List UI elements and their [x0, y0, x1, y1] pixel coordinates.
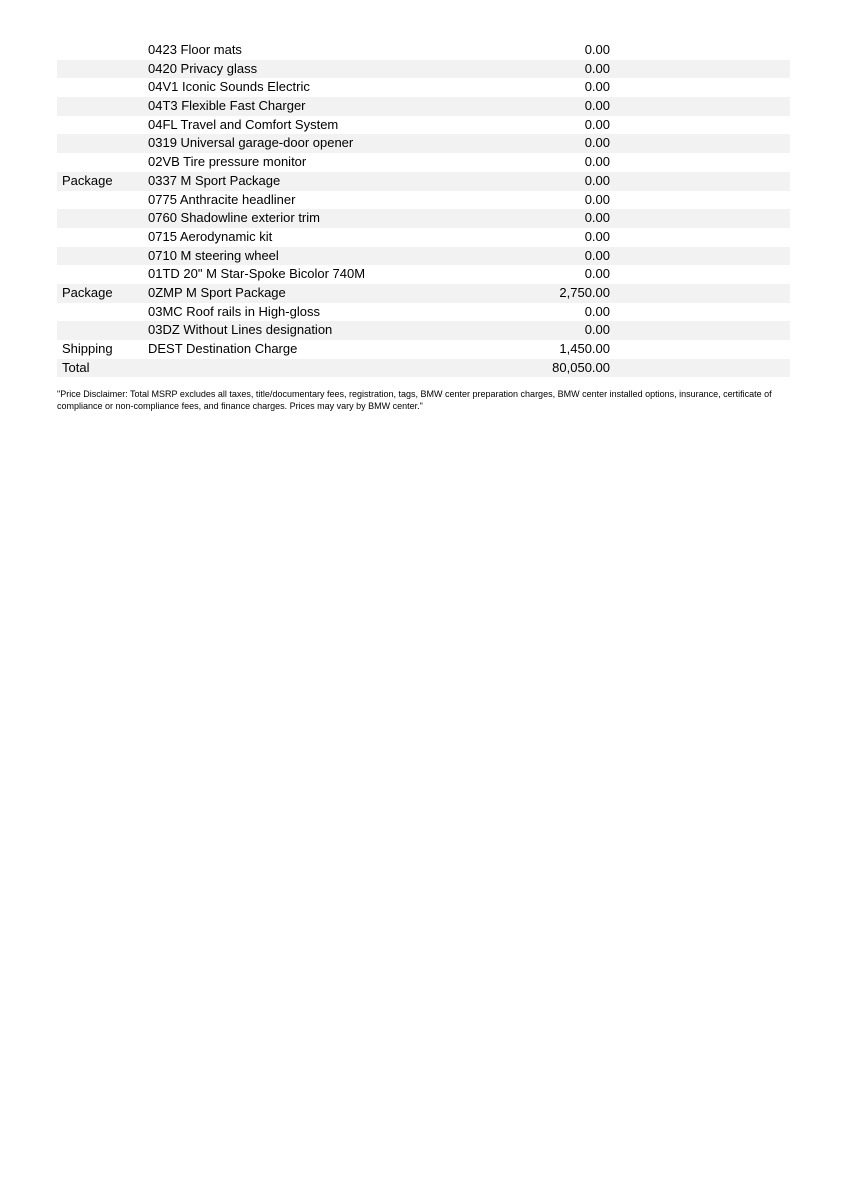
row-description: 04T3 Flexible Fast Charger — [148, 98, 306, 114]
row-description: 0337 M Sport Package — [148, 172, 281, 188]
row-category-label: Package — [62, 172, 113, 188]
table-row — [57, 41, 790, 60]
row-price: 0.00 — [584, 210, 610, 226]
row-price: 2,750.00 — [559, 284, 610, 300]
row-description: 0423 Floor mats — [148, 42, 242, 57]
row-price: 1,450.00 — [559, 341, 610, 356]
table-row — [57, 172, 790, 191]
table-row — [57, 265, 790, 284]
row-description: 04FL Travel and Comfort System — [148, 116, 339, 132]
table-row — [57, 247, 790, 266]
table-row — [57, 340, 790, 359]
row-description: 03DZ Without Lines designation — [148, 322, 333, 338]
table-row — [57, 78, 790, 97]
table-row — [57, 60, 790, 79]
row-description: 0715 Aerodynamic kit — [148, 228, 273, 244]
row-price: 0.00 — [584, 98, 610, 114]
table-row — [57, 116, 790, 135]
row-description: 0760 Shadowline exterior trim — [148, 210, 320, 226]
table-row — [57, 321, 790, 340]
table-row — [57, 153, 790, 172]
row-description: 0319 Universal garage-door opener — [148, 135, 354, 151]
row-price: 0.00 — [584, 135, 610, 151]
row-description: 0420 Privacy glass — [148, 60, 258, 76]
row-description: 01TD 20" M Star-Spoke Bicolor 740M — [148, 266, 366, 282]
table-row — [57, 97, 790, 116]
row-category-label: Total — [62, 359, 90, 375]
table-row — [57, 209, 790, 228]
row-price: 80,050.00 — [552, 359, 610, 375]
row-price: 0.00 — [584, 303, 610, 319]
row-description: DEST Destination Charge — [148, 341, 298, 356]
options-table — [57, 41, 790, 377]
row-description: 03MC Roof rails in High-gloss — [148, 303, 320, 319]
row-description: 0ZMP M Sport Package — [148, 284, 286, 300]
row-price: 0.00 — [584, 60, 610, 76]
table-row — [57, 359, 790, 378]
row-price: 0.00 — [584, 172, 610, 188]
row-description: 04V1 Iconic Sounds Electric — [148, 79, 310, 95]
price-disclaimer: "Price Disclaimer: Total MSRP excludes all taxes, title/documentary fees, registration, tags, BMW center preparation charges, BMW center installed options, insurance, certificate of compliance or non-compliance fees, and finance charges. Prices may vary by BMW center." — [57, 389, 772, 411]
row-description: 02VB Tire pressure monitor — [148, 154, 307, 170]
row-description: 0775 Anthracite headliner — [148, 191, 296, 207]
row-price: 0.00 — [584, 322, 610, 338]
table-row — [57, 284, 790, 303]
row-price: 0.00 — [584, 116, 610, 132]
table-row — [57, 228, 790, 247]
row-price: 0.00 — [584, 154, 610, 170]
row-price: 0.00 — [584, 266, 610, 282]
row-price: 0.00 — [584, 247, 610, 263]
row-price: 0.00 — [584, 42, 610, 57]
row-price: 0.00 — [584, 228, 610, 244]
row-price: 0.00 — [584, 79, 610, 95]
table-row — [57, 134, 790, 153]
row-category-label: Shipping — [62, 341, 113, 356]
table-row — [57, 303, 790, 322]
row-category-label: Package — [62, 284, 113, 300]
table-row — [57, 191, 790, 210]
row-description: 0710 M steering wheel — [148, 247, 279, 263]
row-price: 0.00 — [584, 191, 610, 207]
